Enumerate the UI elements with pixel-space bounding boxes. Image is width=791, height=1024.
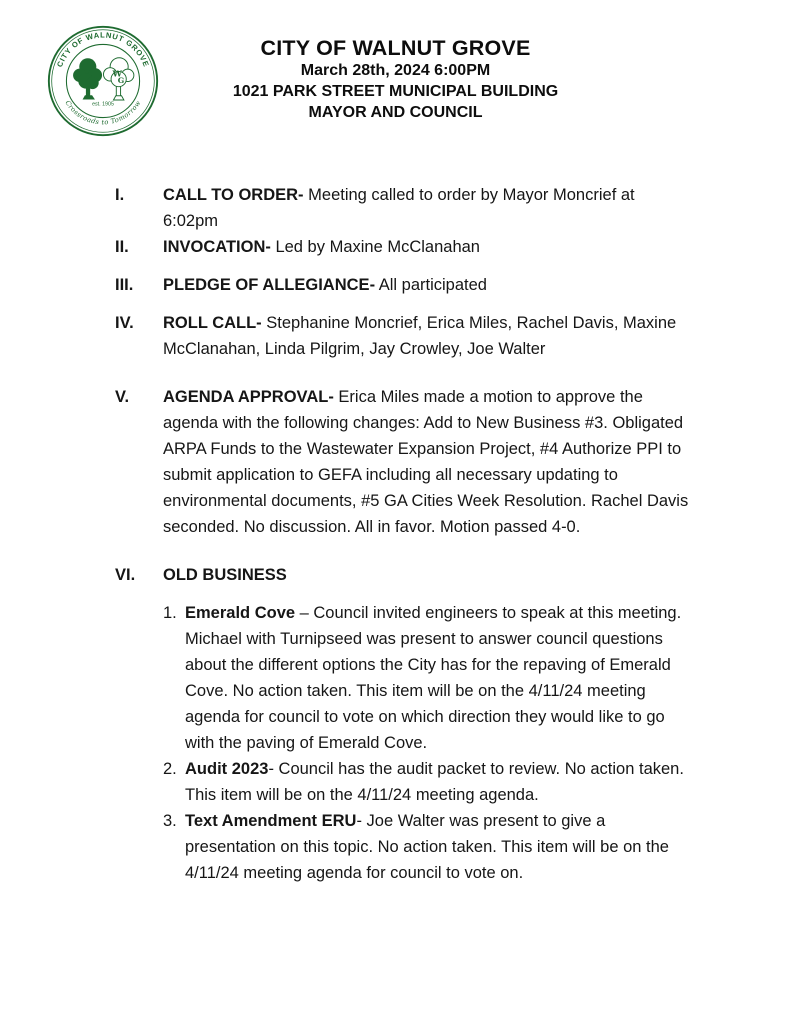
seal-outer-inner-ring [52,30,155,133]
agenda-item-pledge [115,272,791,298]
item-text: Stephanine Moncrief, Erica Miles, Rachel Davis, Maxine McClanahan, Linda Pilgrim, Jay Crowley, Joe Walter [163,314,677,358]
item-number: 1. [163,604,177,622]
seal-top-text: CITY OF WALNUT GROVE [55,30,151,69]
item-body [185,600,693,756]
old-business-item-audit-2023 [163,756,693,808]
old-business-list [163,600,693,886]
page-title: CITY OF WALNUT GROVE [260,36,531,60]
seal-monogram-g: G [117,75,125,85]
item-numeral: V. [115,388,130,406]
agenda-item-agenda-approval [115,384,791,540]
item-body [163,384,693,540]
meeting-datetime: March 28th, 2024 6:00PM [300,62,491,79]
meeting-address: 1021 PARK STREET MUNICIPAL BUILDING [232,83,559,100]
item-label: OLD BUSINESS [163,566,287,584]
meeting-body-name: MAYOR AND COUNCIL [308,104,483,121]
item-label: INVOCATION- [163,238,271,256]
item-label: Text Amendment ERU [185,812,357,830]
item-numeral: III. [115,276,134,294]
seal-established-text: est. 1905 [92,101,114,108]
city-seal-logo [46,24,160,138]
item-body [163,310,693,362]
item-text: - Joe Walter was present to give a presentation on this topic. No action taken. This item will be on the 4/11/24 meeting agenda for council to vote on. [185,812,669,882]
item-body [163,562,693,886]
item-text: Led by Maxine McClanahan [270,238,480,256]
item-label: ROLL CALL- [163,314,262,332]
agenda-list [115,182,791,886]
item-label: CALL TO ORDER- [163,186,304,204]
item-body [163,182,693,234]
item-body [185,808,693,886]
item-numeral: I. [115,186,125,204]
agenda-item-roll-call [115,310,791,362]
item-numeral: IV. [115,314,134,332]
item-text: Erica Miles made a motion to approve the agenda with the following changes: Add to New Business #3. Obligated ARPA Funds to the Wastewater Expansion Project, #4 Authorize PPI to submit application to GEFA including all necessary updating to environmental documents, #5 GA Cities Week Resolution. Rachel Davis seconded. No discussion. All in favor. Motion passed 4-0. [163,388,689,536]
agenda-item-old-business [115,562,791,886]
seal-tree-solid-icon [73,58,102,99]
item-body [163,272,693,298]
item-numeral: II. [115,238,129,256]
item-label: AGENDA APPROVAL- [163,388,334,406]
seal-monogram-w: W [112,69,123,80]
item-body [163,234,693,260]
item-label: Emerald Cove [185,604,296,622]
item-number: 2. [163,760,177,778]
item-label: PLEDGE OF ALLEGIANCE- [163,276,376,294]
item-numeral: VI. [115,566,136,584]
item-text: - Council has the audit packet to review. No action taken. This item will be on the 4/11/24 meeting agenda. [185,760,684,804]
item-label: Audit 2023 [185,760,269,778]
item-text: Meeting called to order by Mayor Moncrief at 6:02pm [163,186,635,230]
item-number: 3. [163,812,177,830]
agenda-item-call-to-order [115,182,791,234]
seal-motto-text: Crossroads to Tomorrow [63,99,143,127]
old-business-item-text-amendment-eru [163,808,693,886]
agenda-item-invocation [115,234,791,260]
seal-top-arc-text [55,31,151,69]
item-body [185,756,693,808]
item-text: All participated [375,276,487,294]
item-text: – Council invited engineers to speak at this meeting. Michael with Turnipseed was present to answer council questions about the different options the City has for the repaving of Emerald Cove. No action taken. This item will be on the 4/11/24 meeting agenda for council to vote on which direction they would like to go with the paving of Emerald Cove. [185,604,682,752]
old-business-item-emerald-cove [163,600,693,756]
